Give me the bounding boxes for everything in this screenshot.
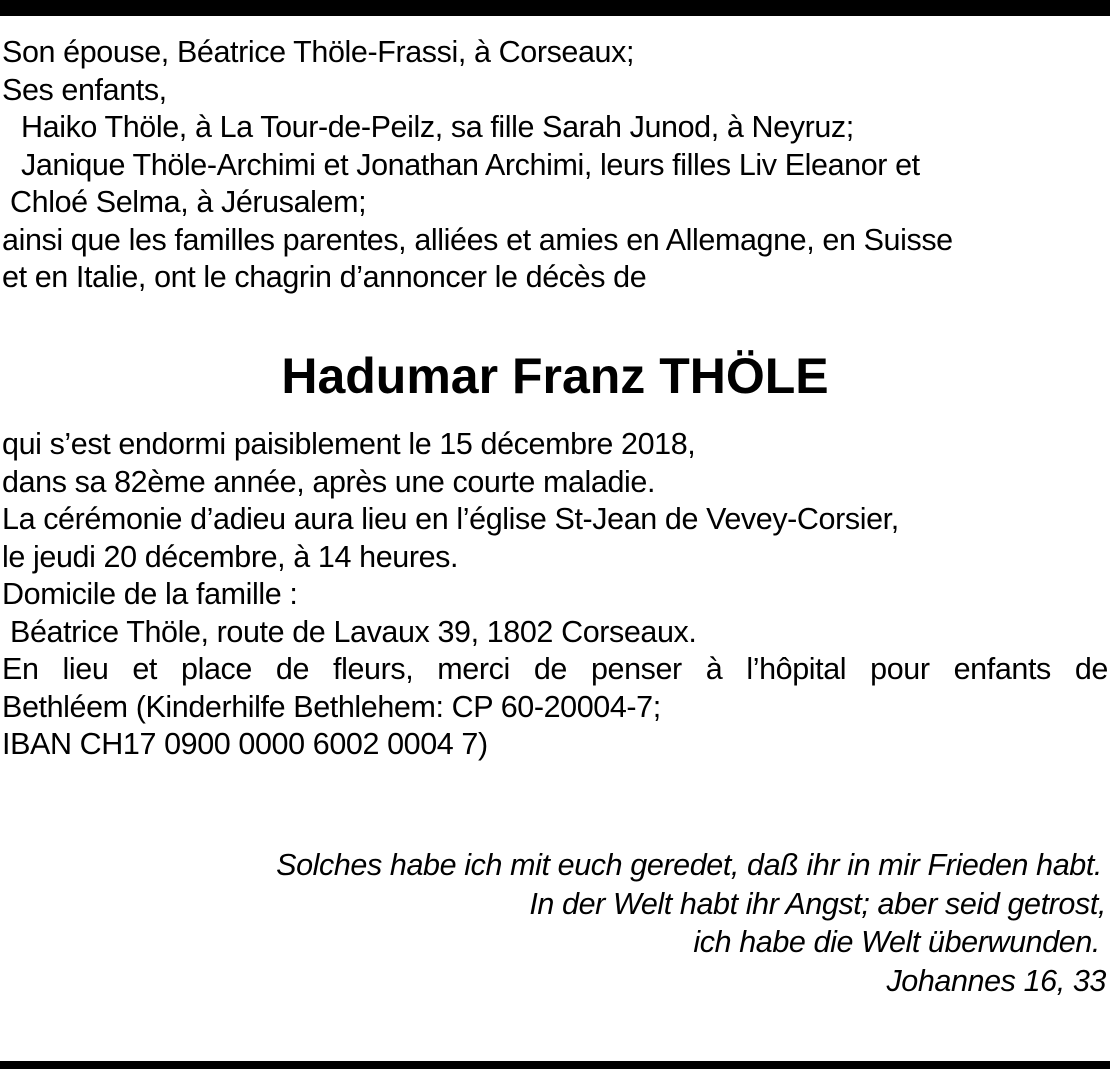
family-announcement <box>2 34 1106 297</box>
deceased-name-heading: Hadumar Franz THÖLE <box>281 348 829 404</box>
iban-line: IBAN CH17 0900 0000 6002 0004 7) <box>2 727 488 761</box>
relatives-line: ainsi que les familles parentes, alliées et amies en Allemagne, en Suisse <box>2 222 953 257</box>
family-address-label: Domicile de la famille : <box>2 577 298 611</box>
child-janique-line-continued: Chloé Selma, à Jérusalem; <box>10 185 367 219</box>
funeral-details <box>2 426 1108 764</box>
passing-date-line: qui s’est endormi paisiblement le 15 décembre 2018, <box>2 427 696 461</box>
spouse-line: Son épouse, Béatrice Thöle-Frassi, à Corseaux; <box>2 35 635 69</box>
children-label: Ses enfants, <box>2 72 167 107</box>
ceremony-time-line: le jeudi 20 décembre, à 14 heures. <box>2 539 459 574</box>
quote-line-1: Solches habe ich mit euch geredet, daß ihr in mir Frieden habt. <box>276 848 1102 882</box>
bible-quote <box>106 846 1106 1000</box>
top-border-rule <box>0 0 1110 16</box>
family-address: Béatrice Thöle, route de Lavaux 39, 1802 Corseaux. <box>10 614 697 649</box>
quote-line-2: In der Welt habt ihr Angst; aber seid getrost, <box>529 886 1106 921</box>
announcement-line: et en Italie, ont le chagrin d’annoncer le décès de <box>2 260 647 294</box>
quote-line-3: ich habe die Welt überwunden. <box>693 925 1100 959</box>
ceremony-location-line: La cérémonie d’adieu aura lieu en l’église St-Jean de Vevey-Corsier, <box>2 502 899 536</box>
bottom-border-rule <box>0 1061 1110 1069</box>
child-janique-line: Janique Thöle-Archimi et Jonathan Archimi, leurs filles Liv Eleanor et <box>21 147 920 182</box>
donation-account-line: Bethléem (Kinderhilfe Bethlehem: CP 60-20004-7; <box>2 689 661 724</box>
quote-reference: Johannes 16, 33 <box>886 963 1106 998</box>
donation-line: En lieu et place de fleurs, merci de penser à l’hôpital pour enfants de <box>2 652 1108 686</box>
child-haiko-line: Haiko Thöle, à La Tour-de-Peilz, sa fille Sarah Junod, à Neyruz; <box>21 110 854 144</box>
age-line: dans sa 82ème année, après une courte maladie. <box>2 464 656 499</box>
